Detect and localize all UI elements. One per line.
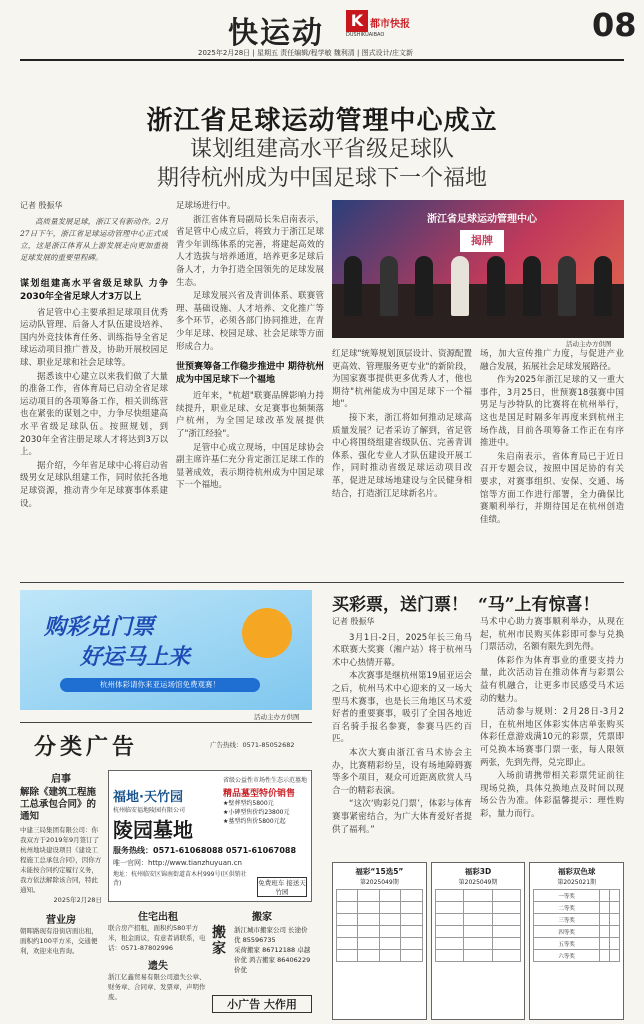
photo-caption: 活动主办方供图	[566, 340, 612, 348]
lost-head: 遗失	[148, 961, 168, 972]
person-figure	[523, 256, 541, 316]
brand-k-icon: K	[346, 10, 368, 32]
relocation-head: 住宅出租	[138, 912, 178, 923]
cemetery-name: 福地·天竹园	[113, 790, 183, 805]
person-figure	[380, 256, 398, 316]
notice-title: 解除《建筑工程施工总承包合同》的通知	[20, 787, 97, 822]
article2-para-2: 本次赛事是继杭州第19届亚运会之后，杭州马术中心迎来的又一场大型马术赛事，也是长三角地区马术爱好者的重要赛事，吸引了全国各地近百名骑手报名参赛，参赛马匹约百匹。	[332, 671, 472, 745]
article1-para-1: 省足管中心主要承担足球项目优秀运动队管理、后备人才队伍建设培养、国内外竞技体育任务、训练指导全省足球运动项目推广普及，协助开展校园足球、职业足球和社会足球等。	[20, 307, 168, 368]
prize-level: 四等奖	[534, 926, 600, 938]
article1-col3-para-2: 接下来，浙江将如何推动足球高质量发展？记者采访了解到，省足管中心将围绕组建省级队伍、完善青训体系、强化专业人才队伍建设开展工作，同时推动省级足球运动项目改革，促进足球场地建设与全民健身相结合，打造浙江足球新名片。	[332, 412, 472, 499]
classified-hotline: 广告热线：0571-85052682	[210, 741, 295, 749]
article1-subhead-1: 谋划组建高水平省级足球队 力争2030年全省足球人才3万以上	[20, 278, 168, 302]
article2-headline-right: “马”上有惊喜！	[478, 595, 600, 615]
move-head: 搬家	[252, 912, 272, 923]
cemetery-price-2: ★墓型约售价5800元起	[223, 818, 286, 825]
article1-col3	[332, 348, 472, 576]
article1-col2-lead: 足球场进行中。	[176, 201, 236, 211]
horse-figure-icon	[242, 608, 292, 658]
brand-main: 都市快报	[370, 19, 410, 30]
notice-head: 启事	[51, 774, 71, 785]
lottery-3-title: 福彩双色球	[557, 867, 596, 876]
photo-people	[344, 256, 612, 318]
lottery-banner	[20, 590, 312, 710]
article1-subhead-2: 世预赛筹备工作稳步推进中 期待杭州成为中国足球下一个福地	[176, 362, 324, 386]
lottery-table-3	[529, 862, 624, 1020]
cemetery-web: 唯一官网：http://www.tianzhuyuan.cn	[113, 859, 242, 867]
lottery-3-issue: 第2025021期	[557, 879, 597, 886]
cemetery-company: 杭州临安福地陵园有限公司	[113, 807, 186, 814]
article2-col2	[480, 616, 624, 856]
prize-level: 三等奖	[534, 914, 600, 926]
section-divider	[20, 582, 624, 583]
notice-column	[20, 770, 102, 1020]
cemetery-ad	[108, 770, 312, 902]
prize-level: 六等奖	[534, 950, 600, 962]
article2-byline: 记者 殷振华	[332, 617, 375, 626]
article2-col2-para-3: 活动参与规则：2月28日-3月2日，在杭州地区体彩实体店单张购买体彩任意游戏满10元的彩票，凭票即可兑换本场赛事门票一张，每人限领两张，先到先得，兑完即止。	[480, 707, 624, 768]
relocation-body: 联合房产招租，面积约580平方米，租金面议，有意者请联系，电话：0571-87802996	[108, 924, 206, 952]
lottery-table-1	[332, 862, 427, 1020]
lottery-2-title: 福彩3D	[464, 867, 492, 876]
lottery-3-grid	[533, 889, 620, 962]
lottery-2-issue: 第2025049期	[458, 879, 498, 886]
article2-para-3: 本次大赛由浙江省马术协会主办，比赛精彩纷呈，设有场地障碍赛等多个项目，观众可近距离欣赏人马合一的精彩表演。	[332, 747, 472, 796]
lottery-1-title: 福彩“15选5”	[355, 867, 404, 876]
article2-headline-left: 买彩票，送门票！	[332, 595, 468, 615]
sub-headline-2: 期待杭州成为中国足球下一个福地	[156, 166, 487, 191]
person-figure	[344, 256, 362, 316]
main-headline: 浙江省足球运动管理中心成立	[146, 106, 498, 136]
article1-col2-para-4: 足管中心成立现场，中国足球协会副主席许基仁充分肯定浙江足球工作的显著成效，表示期待杭州成为中国足球下一个福地。	[176, 442, 324, 491]
rental-column	[108, 908, 208, 1020]
lottery-2-grid	[435, 889, 522, 962]
notice-date: 2025年2月28日	[53, 896, 102, 904]
section-title: 快运动	[228, 16, 324, 51]
classified-divider	[20, 722, 312, 723]
ad-slogan: 小广告 大作用	[212, 995, 312, 1013]
shop-body: 朝晖路现有沿街店面出租，面积约100平方米，交通便利，欢迎来电咨询。	[20, 927, 98, 955]
event-photo	[332, 200, 624, 338]
article2-para-1: 3月1日-2日，2025年长三角马术联赛大奖赛（湘户站）将于杭州马术中心热情开幕。	[332, 632, 472, 668]
header-divider	[20, 59, 624, 61]
article1-col2	[176, 200, 324, 580]
photo-sign-title: 浙江省足球运动管理中心	[427, 214, 537, 225]
cemetery-price-0: ★壁葬型约5800元	[223, 800, 274, 807]
prize-level: 一等奖	[534, 890, 600, 902]
article1-col4-para-3: 朱启南表示，省体育局已于近日召开专题会议，按照中国足协的有关要求，对赛事组织、安保、交通、场馆等方面工作进行部署，全力确保比赛顺利举行，并期待国足在杭州创造佳绩。	[480, 451, 624, 525]
lost-body: 浙江亿鑫贸易有限公司遗失公章、财务章、合同章、发票章，声明作废。	[108, 973, 206, 1001]
article1-col3-para-1: 红足球"统筹规划顶层设计、资源配置更高效、管理服务更专业"的新阶段，为国家赛事提供更多优秀人才，他也期待"杭州能成为中国足球下一个福地"。	[332, 349, 472, 410]
article1-col1	[20, 200, 168, 580]
lottery-table-2	[431, 862, 526, 1020]
article1-para-3: 据介绍，今年省足球中心将启动省级男女足球队组建工作，同时依托各地足球资源，推动青少年足球赛事体系建设。	[20, 460, 168, 509]
cemetery-price-1: ★小碑型售价约23800元	[223, 809, 290, 816]
article2-col1	[332, 616, 472, 856]
cemetery-phone: 服务热线：0571-61068088 0571-61067088	[113, 846, 297, 855]
brand-en: DUSHIKUAIBAO	[346, 32, 385, 38]
banner-strip: 杭州体彩请你来亚运场馆免费观赛！	[60, 678, 260, 692]
lottery-results	[332, 862, 624, 1020]
cemetery-approval: 省级公益性市场性生态示范墓地	[222, 777, 307, 784]
sub-headline-1: 谋划组建高水平省级足球队	[189, 137, 454, 162]
prize-level: 五等奖	[534, 938, 600, 950]
banner-title: 购彩兑门票	[44, 615, 155, 640]
person-figure	[558, 256, 576, 316]
article1-col4-para-1: 场，加大宣传推广力度，与促进产业融合发展，拓展社会足球发展路径。	[480, 349, 624, 372]
person-figure	[487, 256, 505, 316]
cemetery-address: 地址：杭州临安区锦南街道苗木村999号(区供销社背)	[113, 871, 247, 887]
article2-col2-para-2: 体彩作为体育事业的重要支持力量，此次活动旨在推动体育与彩票公益有机融合，让更多市民感受马术运动的魅力。	[480, 655, 624, 704]
shop-head: 营业房	[46, 915, 76, 926]
article2-col2-para-1: 马术中心助力赛事顺利举办，从现在起，杭州市民购买体彩即可参与兑换门票活动，名额有限先到先得。	[480, 617, 624, 653]
prize-level: 二等奖	[534, 902, 600, 914]
page-header	[0, 0, 644, 62]
page-number: 08	[592, 6, 637, 44]
move-item-0: 浙江城市搬家公司 长途价优 85596735	[234, 926, 308, 944]
article1-col2-para-2: 足球发展兴省及青训体系、联赛管理、基础设施、人才培养、文化推广等多个环节，必须各部门协同推进，在青少年足球、校园足球、社会足球等方面形成合力。	[176, 291, 324, 352]
person-figure	[451, 256, 469, 316]
article1-lead: 高质量发展足球，浙江又有新动作。2月27日下午，浙江省足球运动管理中心正式成立，这是浙江体育从上游发展走向更加重视足球发展的重要里程碑。	[20, 216, 168, 262]
moving-column	[212, 908, 312, 1020]
article2-col2-para-4: 入场前请携带相关彩票凭证前往现场兑换，具体兑换地点及时间以现场公告为准。体彩温馨提示：理性购彩，量力而行。	[480, 771, 624, 819]
person-figure	[415, 256, 433, 316]
article1-para-2: 据悉该中心建立以来我们做了大量的准备工作，省体育局已启动全省足球运动项目的各项筹备工作，相关训练营也在紧张的谋划之中，力争尽快组建高水平省级足球队伍。按照规划，到2030年全省注册足球人才将达到3万以上。	[20, 371, 168, 458]
article1-col4	[480, 348, 624, 576]
banner-caption: 活动主办方供图	[254, 713, 300, 721]
cemetery-title: 陵园墓地	[113, 818, 193, 842]
article1-byline: 记者 殷振华	[20, 201, 63, 210]
cemetery-bus: 免费班车 接送天竹园	[258, 879, 306, 896]
person-figure	[594, 256, 612, 316]
photo-sign-unveil: 揭牌	[460, 230, 504, 252]
lottery-1-issue: 第2025049期	[359, 879, 399, 886]
cemetery-promo: 精品墓型特价销售	[223, 789, 296, 799]
article1-col2-para-1: 浙江省体育局副局长朱启南表示，省足管中心成立后，将致力于浙江足球青少年训练体系的完善，将建起高效的人才选拔与培养通道，培养更多足球后备人才，力争打造全国领先的足球发展生态。	[176, 214, 324, 288]
move-item-1: 采荷搬家 86712188 卓越价优 鸿吉搬家 86406229 价优	[234, 946, 311, 974]
lottery-1-grid	[336, 889, 423, 962]
classified-title: 分类广告	[34, 734, 139, 760]
move-title: 搬家	[212, 925, 226, 957]
header-meta: 2025年2月28日 | 星期五 责任编辑/程学敏 魏利清 | 图式设计/庄文新	[198, 49, 413, 57]
banner-subtitle: 好运马上来	[80, 645, 191, 670]
notice-body: 中建三局集团有限公司：你我双方于2019年9月签订了杭州地块建设项目《建设工程施工总承包合同》，因你方未能按合同约定履行义务，我方依法解除该合同，特此通知。	[20, 826, 102, 894]
article1-col4-para-2: 作为2025年浙江足球的又一重大事件，3月25日，世预赛18强赛中国男足与沙特队的比赛将在杭州举行，这也是国足时隔多年再度来到杭州主场作战，目前各项筹备工作正在有序推进中。	[480, 375, 624, 449]
article2-quote: “这次‘购彩兑门票’，体彩与体育赛事紧密结合，为广大体育爱好者提供了福利。”	[332, 799, 472, 835]
brand-logo	[346, 10, 410, 44]
article1-col2-para-3: 近年来，"杭超"联赛品牌影响力持续提升，职业足球、女足赛事也频频落户杭州，为全国足球改革发展提供了"浙江经验"。	[176, 391, 324, 439]
